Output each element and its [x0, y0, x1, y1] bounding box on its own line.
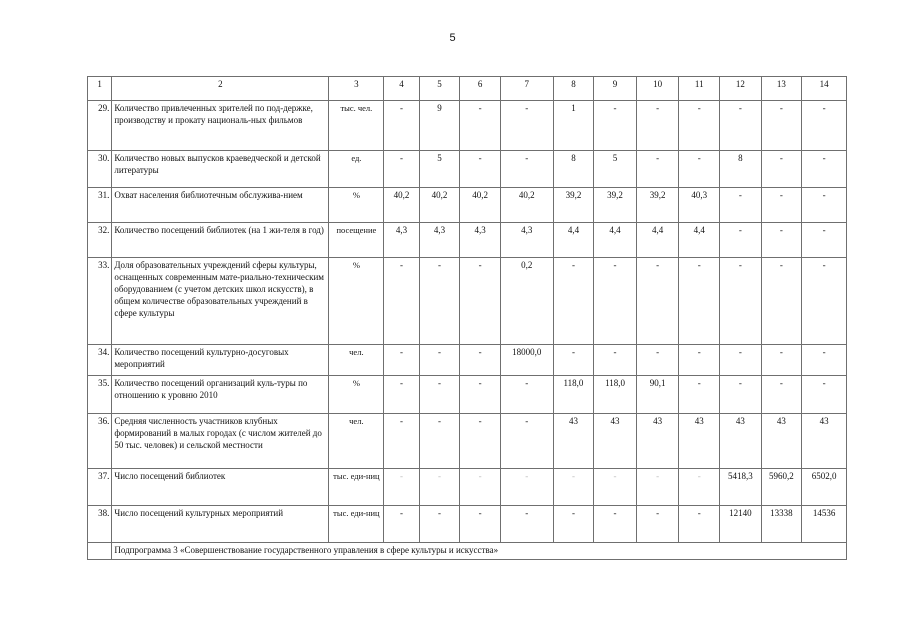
- value-cell: 4,3: [460, 223, 501, 258]
- value-cell: 118,0: [594, 376, 637, 414]
- value-cell: 118,0: [553, 376, 594, 414]
- value-cell: -: [594, 345, 637, 376]
- value-cell: -: [500, 151, 553, 188]
- column-header: 8: [553, 77, 594, 101]
- value-cell: 40,3: [679, 188, 720, 223]
- value-cell: -: [594, 506, 637, 543]
- value-cell: -: [720, 376, 762, 414]
- unit-cell: тыс. чел.: [329, 101, 384, 151]
- value-cell: -: [720, 188, 762, 223]
- value-cell: 4,3: [500, 223, 553, 258]
- value-cell: -: [720, 345, 762, 376]
- value-cell: 5960,2: [761, 469, 802, 506]
- value-cell: -: [384, 345, 420, 376]
- value-cell: -: [636, 469, 679, 506]
- value-cell: 9: [419, 101, 460, 151]
- value-cell: -: [761, 188, 802, 223]
- value-cell: 43: [761, 414, 802, 469]
- value-cell: -: [802, 223, 847, 258]
- value-cell: -: [419, 345, 460, 376]
- page-number: 5: [449, 32, 456, 44]
- indicator-name: Доля образовательных учреждений сферы культуры, оснащенных современным мате-риально-техническим оборудованием (с учетом детских школ искусств), в общем количестве образовательных учреждений в сфере культуры: [112, 258, 329, 345]
- row-number: 37.: [88, 469, 112, 506]
- table-row: [88, 258, 847, 345]
- unit-cell: посещение: [329, 223, 384, 258]
- value-cell: -: [679, 151, 720, 188]
- value-cell: 39,2: [636, 188, 679, 223]
- value-cell: -: [802, 151, 847, 188]
- value-cell: -: [636, 258, 679, 345]
- column-header: 3: [329, 77, 384, 101]
- value-cell: -: [553, 506, 594, 543]
- column-header: 10: [636, 77, 679, 101]
- unit-cell: тыс. еди-ниц: [329, 469, 384, 506]
- value-cell: 4,4: [636, 223, 679, 258]
- value-cell: 0,2: [500, 258, 553, 345]
- header-row: [88, 77, 847, 101]
- value-cell: -: [384, 506, 420, 543]
- value-cell: -: [460, 376, 501, 414]
- unit-cell: %: [329, 376, 384, 414]
- value-cell: 6502,0: [802, 469, 847, 506]
- value-cell: 12140: [720, 506, 762, 543]
- row-number: 38.: [88, 506, 112, 543]
- value-cell: -: [419, 258, 460, 345]
- value-cell: 43: [553, 414, 594, 469]
- indicators-table: [87, 76, 847, 560]
- value-cell: -: [761, 376, 802, 414]
- value-cell: 39,2: [594, 188, 637, 223]
- unit-cell: чел.: [329, 414, 384, 469]
- value-cell: 4,4: [594, 223, 637, 258]
- column-header: 4: [384, 77, 420, 101]
- value-cell: -: [594, 469, 637, 506]
- table-row: [88, 188, 847, 223]
- value-cell: -: [419, 376, 460, 414]
- value-cell: -: [802, 101, 847, 151]
- column-header: 2: [112, 77, 329, 101]
- value-cell: -: [384, 414, 420, 469]
- value-cell: 43: [720, 414, 762, 469]
- unit-cell: чел.: [329, 345, 384, 376]
- row-number: 33.: [88, 258, 112, 345]
- value-cell: 90,1: [636, 376, 679, 414]
- value-cell: -: [636, 101, 679, 151]
- row-number: 31.: [88, 188, 112, 223]
- value-cell: -: [500, 414, 553, 469]
- value-cell: -: [679, 101, 720, 151]
- row-number: 34.: [88, 345, 112, 376]
- value-cell: -: [500, 101, 553, 151]
- table-row: [88, 469, 847, 506]
- row-number: 35.: [88, 376, 112, 414]
- value-cell: 5418,3: [720, 469, 762, 506]
- value-cell: 4,4: [553, 223, 594, 258]
- column-header: 1: [88, 77, 112, 101]
- indicator-name: Количество посещений культурно-досуговых мероприятий: [112, 345, 329, 376]
- value-cell: -: [419, 469, 460, 506]
- value-cell: -: [636, 506, 679, 543]
- value-cell: 5: [419, 151, 460, 188]
- value-cell: 4,3: [384, 223, 420, 258]
- table-row: [88, 376, 847, 414]
- value-cell: 40,2: [500, 188, 553, 223]
- value-cell: -: [553, 469, 594, 506]
- value-cell: -: [802, 188, 847, 223]
- value-cell: -: [419, 506, 460, 543]
- table-row: [88, 151, 847, 188]
- value-cell: -: [460, 506, 501, 543]
- value-cell: -: [460, 469, 501, 506]
- row-number: 32.: [88, 223, 112, 258]
- value-cell: 43: [802, 414, 847, 469]
- value-cell: 1: [553, 101, 594, 151]
- value-cell: -: [384, 101, 420, 151]
- value-cell: -: [802, 345, 847, 376]
- value-cell: -: [679, 376, 720, 414]
- value-cell: 43: [679, 414, 720, 469]
- value-cell: -: [460, 414, 501, 469]
- column-header: 11: [679, 77, 720, 101]
- subprogram-row: [88, 543, 847, 560]
- table-row: [88, 223, 847, 258]
- value-cell: -: [384, 469, 420, 506]
- value-cell: 5: [594, 151, 637, 188]
- value-cell: 8: [553, 151, 594, 188]
- value-cell: 40,2: [460, 188, 501, 223]
- value-cell: -: [500, 506, 553, 543]
- value-cell: -: [500, 376, 553, 414]
- value-cell: -: [636, 151, 679, 188]
- value-cell: -: [460, 151, 501, 188]
- unit-cell: %: [329, 188, 384, 223]
- table-row: [88, 506, 847, 543]
- indicator-name: Количество посещений организаций куль-туры по отношению к уровню 2010: [112, 376, 329, 414]
- value-cell: 40,2: [419, 188, 460, 223]
- value-cell: 40,2: [384, 188, 420, 223]
- indicator-name: Средняя численность участников клубных формирований в малых городах (с числом жителей до 50 тыс. человек) и сельской местности: [112, 414, 329, 469]
- value-cell: 39,2: [553, 188, 594, 223]
- value-cell: -: [460, 258, 501, 345]
- column-header: 9: [594, 77, 637, 101]
- value-cell: -: [679, 345, 720, 376]
- value-cell: -: [761, 223, 802, 258]
- column-header: 13: [761, 77, 802, 101]
- value-cell: 8: [720, 151, 762, 188]
- value-cell: -: [594, 101, 637, 151]
- indicator-name: Количество посещений библиотек (на 1 жи-теля в год): [112, 223, 329, 258]
- value-cell: -: [460, 345, 501, 376]
- value-cell: -: [679, 258, 720, 345]
- row-number: 36.: [88, 414, 112, 469]
- value-cell: -: [802, 376, 847, 414]
- column-header: 12: [720, 77, 762, 101]
- value-cell: -: [384, 151, 420, 188]
- value-cell: -: [384, 376, 420, 414]
- column-header: 14: [802, 77, 847, 101]
- value-cell: -: [720, 223, 762, 258]
- table-row: [88, 414, 847, 469]
- value-cell: 18000,0: [500, 345, 553, 376]
- value-cell: -: [553, 345, 594, 376]
- value-cell: -: [384, 258, 420, 345]
- row-number: 29.: [88, 101, 112, 151]
- subprogram-title: Подпрограмма 3 «Совершенствование государственного управления в сфере культуры и искусства»: [112, 543, 847, 560]
- value-cell: -: [761, 151, 802, 188]
- value-cell: 4,4: [679, 223, 720, 258]
- value-cell: -: [636, 345, 679, 376]
- value-cell: -: [500, 469, 553, 506]
- unit-cell: ед.: [329, 151, 384, 188]
- value-cell: -: [419, 414, 460, 469]
- table-row: [88, 101, 847, 151]
- indicator-name: Число посещений библиотек: [112, 469, 329, 506]
- table-row: [88, 345, 847, 376]
- unit-cell: тыс. еди-ниц: [329, 506, 384, 543]
- value-cell: -: [679, 506, 720, 543]
- unit-cell: %: [329, 258, 384, 345]
- value-cell: 4,3: [419, 223, 460, 258]
- column-header: 7: [500, 77, 553, 101]
- value-cell: 13338: [761, 506, 802, 543]
- value-cell: -: [553, 258, 594, 345]
- indicator-name: Число посещений культурных мероприятий: [112, 506, 329, 543]
- column-header: 5: [419, 77, 460, 101]
- value-cell: -: [720, 258, 762, 345]
- value-cell: -: [761, 101, 802, 151]
- value-cell: -: [761, 345, 802, 376]
- row-number: 30.: [88, 151, 112, 188]
- value-cell: -: [679, 469, 720, 506]
- column-header: 6: [460, 77, 501, 101]
- value-cell: 43: [636, 414, 679, 469]
- value-cell: -: [802, 258, 847, 345]
- value-cell: 43: [594, 414, 637, 469]
- indicator-name: Охват населения библиотечным обслужива-нием: [112, 188, 329, 223]
- value-cell: 14536: [802, 506, 847, 543]
- indicator-name: Количество привлеченных зрителей по под-держке, производству и прокату националь-ных фильмов: [112, 101, 329, 151]
- indicator-name: Количество новых выпусков краеведческой и детской литературы: [112, 151, 329, 188]
- value-cell: -: [720, 101, 762, 151]
- value-cell: -: [761, 258, 802, 345]
- value-cell: -: [594, 258, 637, 345]
- value-cell: -: [460, 101, 501, 151]
